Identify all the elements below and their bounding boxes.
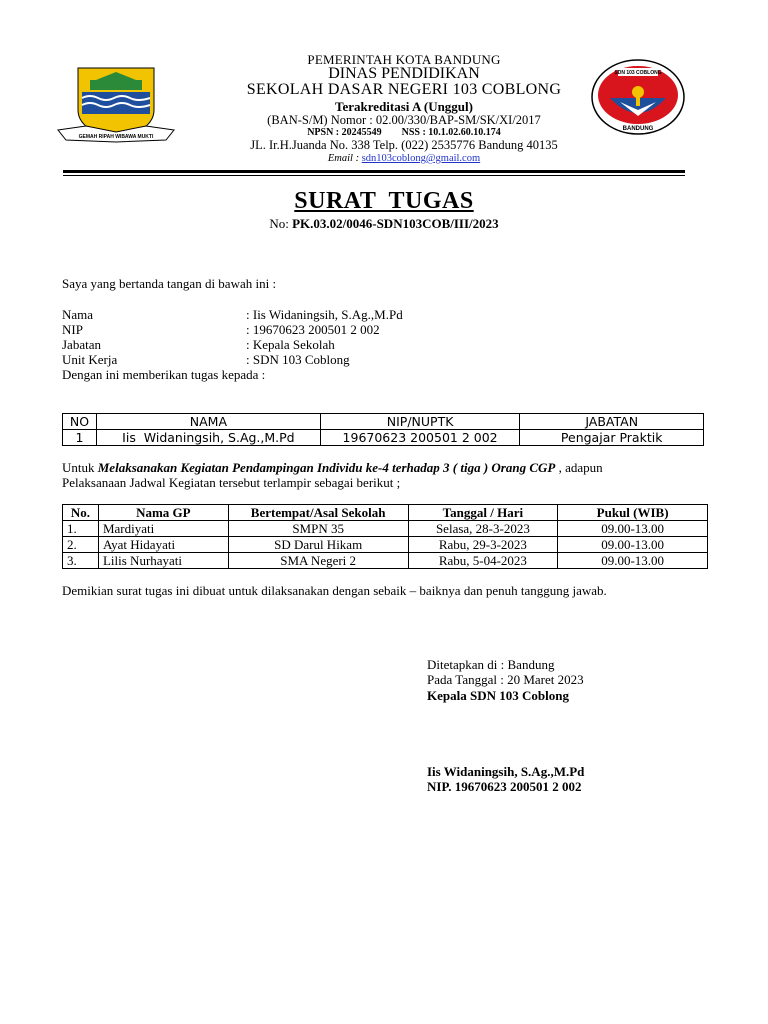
letterhead-government: PEMERINTAH KOTA BANDUNG [307, 52, 501, 67]
signature-name-text: Iis Widaningsih, S.Ag.,M.Pd [427, 764, 585, 779]
school-logo-top-text: SDN 103 COBLONG [614, 70, 662, 76]
cell-nama-gp: Mardiyati [98, 521, 228, 537]
assignee-table-header [63, 414, 704, 430]
col-header-nama-gp: Nama GP [98, 505, 228, 521]
schedule-table [62, 504, 708, 569]
signature-date: Pada Tanggal : 20 Maret 2023 [427, 672, 584, 687]
cell-no: 2. [63, 537, 99, 553]
col-header-pukul: Pukul (WIB) [558, 505, 708, 521]
cell-tanggal: Selasa, 28-3-2023 [408, 521, 558, 537]
cell-jabatan: Pengajar Praktik [520, 430, 704, 446]
signer-unit-value: : SDN 103 Coblong [246, 352, 350, 367]
signature-name [427, 764, 584, 780]
email-label: Email : [327, 153, 362, 164]
cell-nip: 19670623 200501 2 002 [320, 430, 520, 446]
cell-tanggal: Rabu, 5-04-2023 [408, 553, 558, 569]
cell-sekolah: SD Darul Hikam [228, 537, 408, 553]
letterhead-school-name: SEKOLAH DASAR NEGERI 103 COBLONG [246, 81, 562, 98]
col-header-nip: NIP/NUPTK [320, 414, 520, 430]
cell-no: 1. [63, 521, 99, 537]
purpose-emphasis: Melaksanakan Kegiatan Pendampingan Individu ke-4 terhadap 3 ( tiga ) Orang CGP [97, 460, 556, 475]
signer-jabatan-label: Jabatan [62, 337, 101, 352]
email-link[interactable]: sdn103coblong@gmail.com [361, 153, 481, 164]
signer-unit-label: Unit Kerja [62, 352, 118, 367]
signature-position-text: Kepala SDN 103 Coblong [427, 688, 569, 703]
table-row [63, 537, 708, 553]
purpose-line-2: Pelaksanaan Jadwal Kegiatan tersebut terlampir sebagai berikut ; [62, 475, 401, 490]
document-number [0, 216, 768, 232]
table-row [63, 430, 704, 446]
assignee-table [62, 413, 704, 446]
col-header-no: NO [63, 414, 97, 430]
schedule-table-header [63, 505, 708, 521]
logo-motto: GEMAH RIPAH WIBAWA MUKTI [78, 134, 154, 140]
cell-nama-gp: Ayat Hidayati [98, 537, 228, 553]
col-header-sekolah: Bertempat/Asal Sekolah [228, 505, 408, 521]
cell-pukul: 09.00-13.00 [558, 553, 708, 569]
letterhead-accreditation: Terakreditasi A (Unggul) [335, 99, 473, 114]
letterhead-department: DINAS PENDIDIKAN [328, 65, 480, 82]
signature-nip-text: NIP. 19670623 200501 2 002 [427, 779, 582, 794]
signer-nip-value: : 19670623 200501 2 002 [246, 322, 380, 337]
document-number-label: No: [269, 216, 293, 231]
letterhead-ban-number: (BAN-S/M) Nomor : 02.00/330/BAP-SM/SK/XI/2017 [267, 113, 541, 127]
purpose-suffix: , adapun [555, 460, 603, 475]
col-header-nama: NAMA [96, 414, 320, 430]
letterhead-npsn-nss: NPSN : 20245549 NSS : 10.1.02.60.10.174 [307, 127, 501, 138]
letterhead-divider-thick [63, 170, 685, 173]
assign-text: Dengan ini memberikan tugas kepada : [62, 367, 266, 382]
cell-nama: Iis Widaningsih, S.Ag.,M.Pd [96, 430, 320, 446]
table-row [63, 553, 708, 569]
signer-name-label: Nama [62, 307, 94, 322]
col-header-no: No. [63, 505, 99, 521]
signer-jabatan-value: : Kepala Sekolah [246, 337, 335, 352]
cell-no: 3. [63, 553, 99, 569]
cell-no: 1 [63, 430, 97, 446]
intro-text: Saya yang bertanda tangan di bawah ini : [62, 276, 277, 291]
signer-name-value: : Iis Widaningsih, S.Ag.,M.Pd [246, 307, 403, 322]
col-header-jabatan: JABATAN [520, 414, 704, 430]
cell-sekolah: SMA Negeri 2 [228, 553, 408, 569]
signature-nip [427, 779, 581, 795]
purpose-prefix: Untuk [62, 460, 98, 475]
signer-nip-label: NIP [62, 322, 83, 337]
col-header-tanggal: Tanggal / Hari [408, 505, 558, 521]
letterhead-address: JL. Ir.H.Juanda No. 338 Telp. (022) 2535776 Bandung 40135 [250, 138, 558, 152]
letterhead-email [0, 153, 768, 164]
cell-pukul: 09.00-13.00 [558, 537, 708, 553]
cell-sekolah: SMPN 35 [228, 521, 408, 537]
signature-place: Ditetapkan di : Bandung [427, 657, 555, 672]
document-number-value: PK.03.02/0046-SDN103COB/III/2023 [292, 216, 499, 231]
document-title: SURAT TUGAS [294, 188, 474, 214]
purpose-line-1 [62, 460, 603, 476]
cell-tanggal: Rabu, 29-3-2023 [408, 537, 558, 553]
cell-nama-gp: Lilis Nurhayati [98, 553, 228, 569]
closing-text: Demikian surat tugas ini dibuat untuk dilaksanakan dengan sebaik – baiknya dan penuh tanggung jawab. [62, 583, 607, 598]
signature-position [427, 688, 569, 704]
letterhead-divider-thin [63, 175, 685, 176]
table-row [63, 521, 708, 537]
school-logo-bottom-text: BANDUNG [622, 126, 654, 132]
cell-pukul: 09.00-13.00 [558, 521, 708, 537]
